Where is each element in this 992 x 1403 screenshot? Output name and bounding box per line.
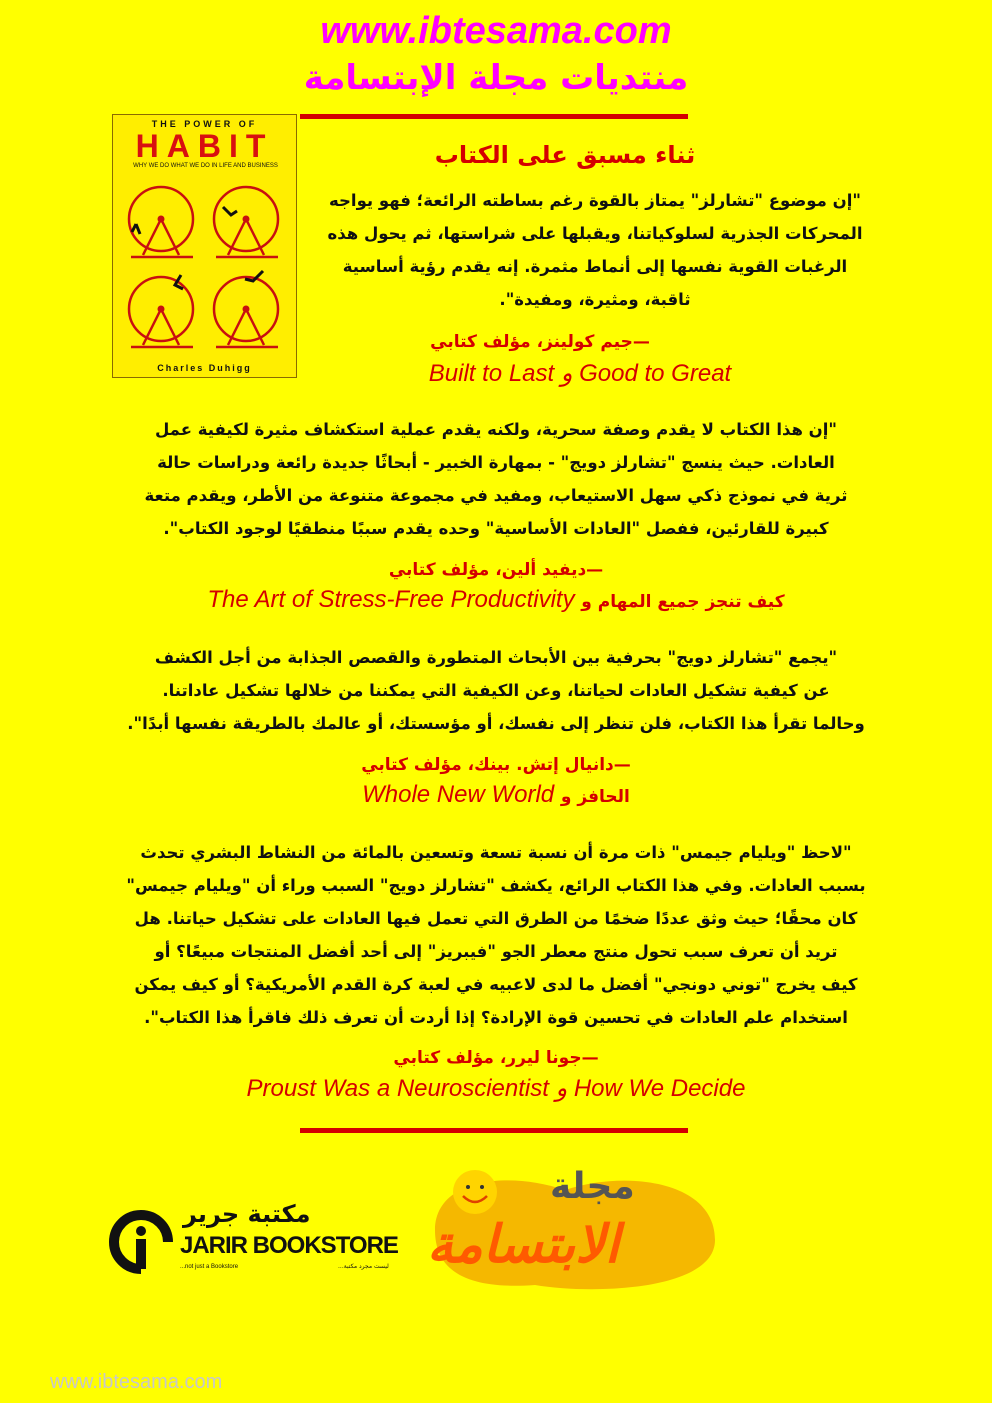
jarir-bookstore-logo — [108, 1200, 398, 1275]
cover-title: HABIT — [135, 128, 274, 164]
ibtesama-top-text: مجلة — [550, 1166, 635, 1207]
quote-line: "يجمع "تشارلز دويج" بحرفية بين الأبحاث المتطورة والقصص الجذابة من أجل الكشف — [154, 648, 838, 667]
quote-1-author: —جيم كولينز، مؤلف كتابي — [430, 332, 650, 352]
hamster-wheels-illustration — [123, 179, 288, 355]
quote-line: العادات. حيث ينسج "تشارلز دويج" - بمهارة الخبير - أبحاثًا جديدة رائعة ودراسات حالة — [157, 453, 835, 472]
forum-title: منتديات مجلة الإبتسامة — [303, 58, 689, 98]
quote-line: المحركات الجذرية لسلوكياتنا، ويقبلها على شراستها، ثم يحول هذه — [327, 224, 863, 243]
quote-3-books — [0, 781, 992, 809]
quote-4-author: —جونا ليرر، مؤلف كتابي — [393, 1048, 599, 1068]
jarir-tag-ar: ...ليست مجرد مكتبة — [338, 1263, 389, 1270]
quote-line: وحالما تقرأ هذا الكتاب، فلن تنظر إلى نفسك، أو مؤسستك، أو عالمك بالطريقة نفسها أبدًا". — [127, 714, 865, 733]
book-title-ar: الحافز و — [560, 787, 630, 807]
jarir-ar: مكتبة جرير — [183, 1200, 311, 1228]
quote-3 — [100, 641, 892, 740]
cover-author: Charles Duhigg — [157, 363, 252, 373]
quote-1 — [305, 184, 885, 316]
quote-line: "إن موضوع "تشارلز" يمتاز بالقوة رغم بساطته الرائعة؛ فهو يواجه — [329, 191, 861, 210]
book-cover — [112, 114, 297, 378]
quote-line: ثاقبة، ومثيرة، ومفيدة". — [499, 290, 691, 309]
jarir-en: JARIR BOOKSTORE — [180, 1232, 398, 1259]
bottom-divider — [300, 1128, 688, 1133]
quote-2 — [100, 413, 892, 545]
quote-line: كيف يخرج "توني دونجي" أفضل ما لدى لاعبيه في لعبة كرة القدم الأمريكية؟ أو كيف يمكن — [134, 975, 858, 994]
book-title-en: Whole New World — [362, 781, 555, 808]
book-title-en: The Art of Stress-Free Productivity — [207, 586, 575, 613]
quote-line: "لاحظ "ويليام جيمس" ذات مرة أن نسبة تسعة وتسعين بالمائة من النشاط البشري تحدث — [140, 843, 852, 862]
quote-3-author: —دانيال إتش. بينك، مؤلف كتابي — [361, 755, 631, 775]
quote-line: عن كيفية تشكيل العادات لحياتنا، وعن الكيفية التي يمكننا من خلالها تشكيل عاداتنا. — [162, 681, 830, 700]
cover-subtitle: WHY WE DO WHAT WE DO IN LIFE AND BUSINESS — [133, 163, 278, 169]
quote-line: "إن هذا الكتاب لا يقدم وصفة سحرية، ولكنه يقدم عملية استكشاف مثيرة لكيفية عمل — [154, 420, 838, 439]
quote-4 — [100, 836, 892, 1034]
cover-top-line: THE POWER OF — [151, 119, 258, 129]
jarir-emblem-icon — [108, 1209, 174, 1275]
top-divider — [300, 114, 688, 119]
site-url-header: www.ibtesama.com — [320, 10, 672, 52]
quote-line: ثرية في نموذج ذكي سهل الاستيعاب، ومفيد في مجموعة متنوعة من الأطر، ويقدم متعة — [144, 486, 848, 505]
jarir-tag-en: ...not just a Bookstore — [180, 1264, 239, 1270]
quote-4-books: Proust Was a Neuroscientist و How We Decide — [246, 1075, 746, 1102]
quote-1-books: Built to Last و Good to Great — [428, 360, 732, 387]
section-title: ثناء مسبق على الكتاب — [434, 141, 696, 169]
ibtesama-main-text: الابتسامة — [427, 1215, 620, 1275]
footer-url: www.ibtesama.com — [50, 1371, 223, 1393]
quote-line: الرغبات القوية نفسها إلى أنماط مثمرة. إنه يقدم رؤية أساسية — [342, 257, 848, 276]
quote-line: كان محقًا؛ حيث وثق عددًا ضخمًا من الطرق التي تعمل فيها العادات على تشكيل حياتنا. هل — [134, 909, 858, 928]
book-title-ar: كيف تنجز جميع المهام و — [581, 592, 785, 612]
quote-line: بسبب العادات. وفي هذا الكتاب الرائع، يكشف "تشارلز دويج" السبب وراء أن "ويليام جيمس" — [126, 876, 866, 895]
quote-2-author: —ديفيد ألين، مؤلف كتابي — [388, 560, 604, 580]
ibtesama-magazine-logo — [415, 1160, 725, 1295]
quote-line: استخدام علم العادات في تحسين قوة الإرادة؟ إذا أردت أن تعرف ذلك فاقرأ هذا الكتاب". — [144, 1008, 848, 1027]
quote-line: كبيرة للقارئين، ففصل "العادات الأساسية" وحده يقدم سببًا منطقيًا لوجود الكتاب". — [163, 519, 829, 538]
quote-2-books — [0, 586, 992, 614]
quote-line: تريد أن تعرف سبب تحول منتج معطر الجو "فيبريز" إلى أحد أفضل المنتجات مبيعًا؟ أو — [154, 942, 838, 961]
